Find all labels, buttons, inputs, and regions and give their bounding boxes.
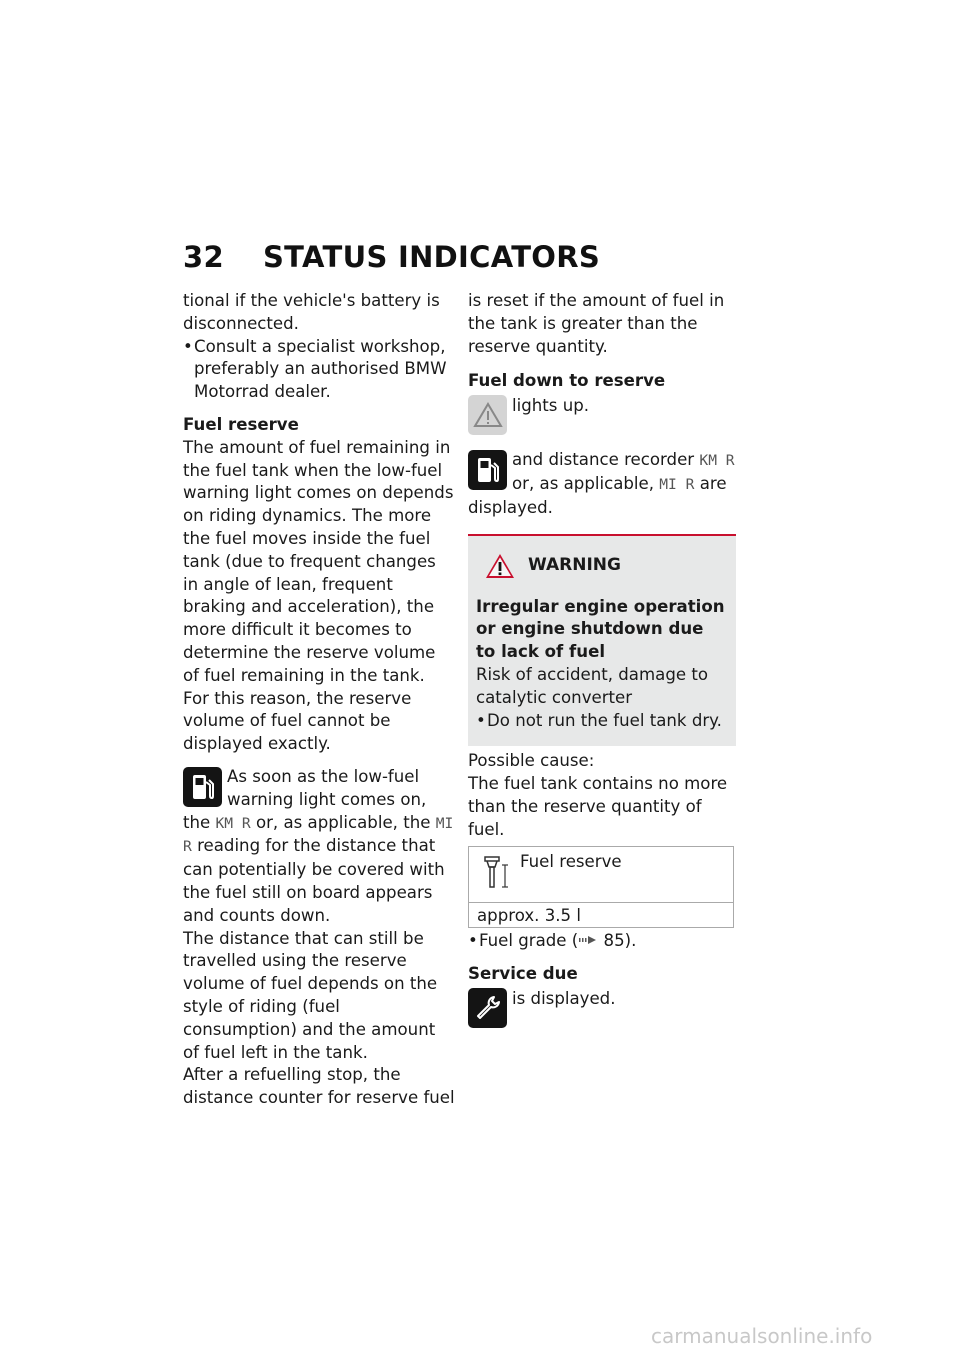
bullet-text: Fuel grade ( [479, 931, 579, 951]
warning-heading: Irregular engine operation or engine shutdown due to lack of fuel [476, 596, 725, 662]
note-text: reading for the distance that can potentially be covered with the fuel still on board appears and counts down. [183, 836, 445, 925]
bullet-item [468, 930, 740, 953]
paragraph: The amount of fuel remaining in the fuel tank when the low-fuel warning light comes on depends on riding dynamics. The more the fuel moves inside the fuel tank (due to frequent changes in angle of lean, frequent braking and acceleration), the more difficult it becomes to determine the reserve volume of fuel remaining in the tank. For this reason, the reserve volume of fuel cannot be displayed exactly. [183, 437, 454, 754]
note-text: or, as applicable, [512, 473, 660, 493]
distance-recorder-note [468, 449, 740, 519]
paragraph: tional if the vehicle's battery is disconnected. [183, 291, 440, 333]
bullet-item: • Consult a specialist workshop, preferably an authorised BMW Motorrad dealer. [183, 336, 455, 404]
warning-triangle-icon [484, 552, 516, 580]
table-value: approx. 3.5 l [477, 905, 581, 925]
paragraph: After a refuelling stop, the distance counter for reserve fuel [183, 1065, 455, 1108]
section-heading: Service due [468, 964, 578, 984]
note-text: lights up. [512, 396, 590, 416]
section-heading: Fuel down to reserve [468, 371, 666, 391]
watermark: carmanualsonline.info [651, 1324, 873, 1348]
right-column [468, 290, 740, 1032]
warning-title [484, 552, 728, 580]
paragraph: is reset if the amount of fuel in the tank is greater than the reserve quantity. [468, 291, 725, 356]
bullet-text: ). [624, 931, 637, 951]
page-header [183, 240, 600, 274]
table-header-cell [469, 846, 734, 902]
dipstick-icon [483, 855, 509, 898]
wrench-icon [468, 988, 507, 1028]
note-text: and distance recorder [512, 450, 700, 470]
paragraph: The distance that can still be travelled using the reserve volume of fuel depends on the style of riding (fuel consumption) and the amount of fuel left in the tank. [183, 928, 438, 1062]
page-number: 32 [183, 240, 224, 274]
fuel-warning-note [183, 766, 455, 928]
note-text: are displayed. [468, 473, 727, 517]
page-title: STATUS INDICATORS [263, 240, 601, 274]
fuel-reserve-table [468, 846, 734, 929]
table-label: Fuel reserve [520, 851, 622, 871]
paragraph: The fuel tank contains no more than the reserve quantity of fuel. [468, 774, 728, 839]
warning-box [468, 534, 736, 747]
note-text: is displayed. [512, 989, 616, 1009]
fuel-pump-icon [183, 767, 222, 807]
note-text: As soon as the low-fuel warning light comes on, the [183, 766, 427, 832]
section-heading: Fuel reserve [183, 414, 299, 434]
warning-label: WARNING [528, 555, 621, 576]
mi-r-readout: MI R [183, 814, 454, 856]
warning-light-row [468, 395, 740, 439]
km-r-readout: KM R [215, 814, 251, 832]
mi-r-readout: MI R [659, 475, 695, 493]
warning-text: Risk of accident, damage to catalytic converter [476, 664, 708, 707]
warning-bullet: • Do not run the fuel tank dry. [476, 710, 728, 733]
page-reference-link[interactable]: 85 [603, 931, 625, 951]
warning-triangle-icon [468, 395, 507, 435]
arrow-icon [578, 930, 598, 953]
service-row [468, 988, 740, 1032]
paragraph: Possible cause: [468, 751, 595, 771]
fuel-pump-icon [468, 450, 507, 490]
km-r-readout: KM R [699, 452, 735, 470]
left-column [183, 290, 455, 1110]
note-text: or, as applicable, the [250, 812, 436, 832]
